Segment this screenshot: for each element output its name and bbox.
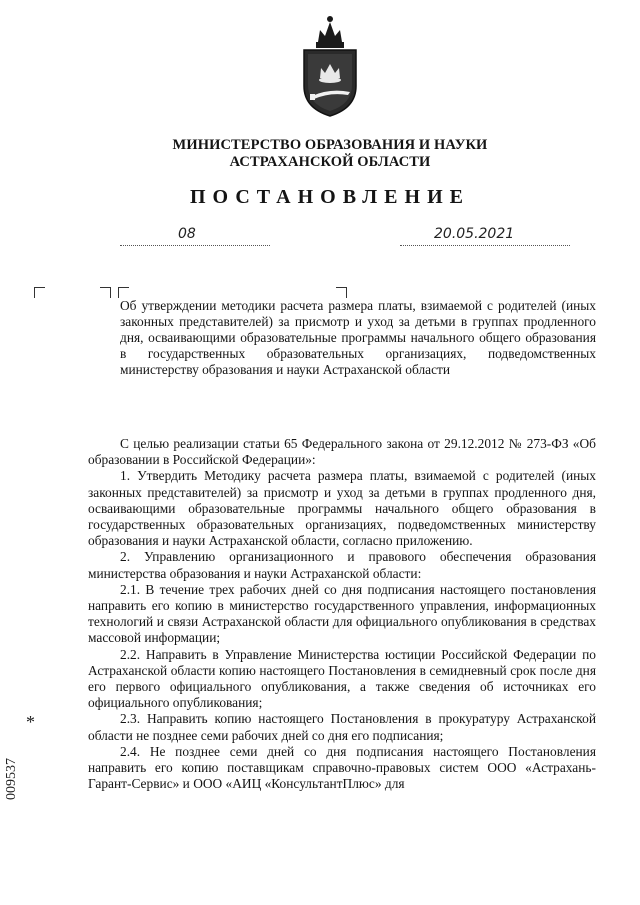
body-paragraph: 2.2. Направить в Управление Министерства юстиции Российской Федерации по Астраханской области копию настоящего Постановления в семидневный срок после дня его первого официального опубликования, а также сведения об источниках его официального опубликования; [88,646,596,711]
ministry-name [140,137,520,171]
body-paragraph: 2.1. В течение трех рабочих дней со дня подписания настоящего постановления направить его копию в министерство государственного управления, информационных технологий и связи Астраханской области для официального опубликования в средствах массовой информации; [88,581,596,646]
margin-mark: * [26,712,35,732]
body-paragraph: С целью реализации статьи 65 Федерального закона от 29.12.2012 № 273-ФЗ «Об образовании в Российской Федерации»: [88,436,596,468]
subject-close-corner [336,287,347,298]
body-paragraph: 2.3. Направить копию настоящего Постановления в прокуратуру Астраханской области не позднее семи рабочих дней со дня его подписания; [88,711,596,743]
document-subject: Об утверждении методики расчета размера платы, взимаемой с родителей (иных законных представителей) за присмотр и уход за детьми в группах продленного дня, осваивающими образовательные программы начального общего образования в государственных образовательных организациях, подведомственных министерству образования и науки Астраханской области [120,298,596,377]
subject-left-corner [118,287,129,298]
body-paragraph: 2.4. Не позднее семи дней со дня подписания настоящего Постановления направить его копию поставщикам справочно-правовых систем ООО «Астрахань-Гарант-Сервис» и ООО «АИЦ «КонсультантПлюс» для [88,743,596,792]
date-underline [400,244,570,246]
number-underline [120,244,270,246]
left-corner-mark [34,287,45,298]
registration-number: 009537 [4,758,19,800]
body-paragraph: 1. Утвердить Методику расчета размера платы, взимаемой с родителей (иных законных представителей) за присмотр и уход за детьми в группах продленного дня, осваивающими образовательные программы начального общего образования в государственных образовательных организациях, подведомственных министерству образования и науки Астраханской области, согласно приложению. [88,468,596,549]
document-date: 20.05.2021 [434,226,515,242]
document-number: 08 [178,226,196,242]
body-paragraph: 2. Управлению организационного и правового обеспечения образования министерства образования и науки Астраханской области: [88,549,596,581]
subject-open-corner [100,287,111,298]
document-type-title: ПОСТАНОВЛЕНИЕ [190,186,470,208]
ministry-name-line1: МИНИСТЕРСТВО ОБРАЗОВАНИЯ И НАУКИ [172,137,488,153]
coat-of-arms-icon [290,8,370,120]
document-body [88,436,596,792]
ministry-name-line2: АСТРАХАНСКОЙ ОБЛАСТИ [229,154,431,170]
